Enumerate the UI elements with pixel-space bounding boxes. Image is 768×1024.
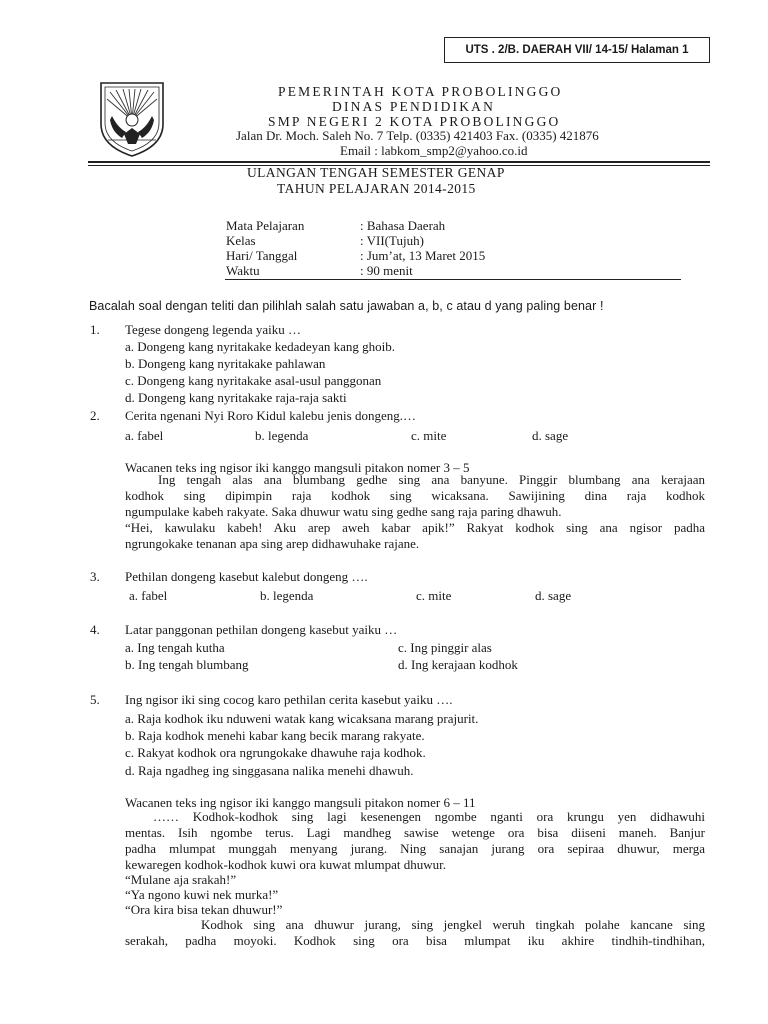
q5-option-b: b. Raja kodhok menehi kabar kang becik marang rakyate. bbox=[125, 728, 425, 743]
q3-option-d: d. sage bbox=[535, 588, 572, 603]
q3-option-b: b. legenda bbox=[260, 588, 314, 603]
passage2-line: padha mlumpat munggah menyang jurang. Ning sanajan jurang ora sepiraa dhuwur, merga bbox=[125, 841, 705, 856]
q3-number: 3. bbox=[90, 569, 100, 584]
q5-option-c: c. Rakyat kodhok ora ngrungokake dhawuhe raja kodhok. bbox=[125, 745, 426, 760]
page-code: UTS . 2/B. DAERAH VII/ 14-15/ Halaman 1 bbox=[465, 44, 689, 56]
info-label-time: Waktu bbox=[226, 263, 260, 278]
shield-emblem-icon bbox=[98, 80, 166, 158]
passage1-line: kodhok sing dipimpin raja kodhok sing wicaksana. Sawijining dina raja kodhok bbox=[125, 488, 705, 503]
passage1-line: ngumpulake kabeh rakyate. Saka dhuwur watu sing gedhe sang raja paring dhawuh. bbox=[125, 504, 562, 519]
q2-option-a: a. fabel bbox=[125, 428, 164, 443]
info-rule bbox=[225, 279, 681, 280]
q1-option-b: b. Dongeng kang nyritakake pahlawan bbox=[125, 356, 326, 371]
passage1-line: ngrungokake tenanan apa sing arep didhawuhake rajane. bbox=[125, 536, 420, 551]
passage2-line: mentas. Isih ngombe terus. Lagi mandheg sawise wetenge ora bisa diiseni maneh. Banjur bbox=[125, 825, 705, 840]
info-value-subject: : Bahasa Daerah bbox=[360, 218, 446, 233]
q4-option-b: b. Ing tengah blumbang bbox=[125, 657, 249, 672]
q2-text: Cerita ngenani Nyi Roro Kidul kalebu jenis dongeng.… bbox=[125, 408, 417, 423]
passage2-line: kewaregen kodhok-kodhok kuwi ora kuwat mlumpat dhuwur. bbox=[125, 857, 446, 872]
q3-option-a: a. fabel bbox=[129, 588, 168, 603]
school-logo bbox=[98, 80, 166, 158]
passage2-line: Kodhok sing ana dhuwur jurang, sing jengkel weruh tingkah polahe kancane sing bbox=[201, 917, 705, 932]
page-code-box bbox=[444, 37, 710, 63]
instruction: Bacalah soal dengan teliti dan pilihlah salah satu jawaban a, b, c atau d yang paling benar ! bbox=[89, 299, 604, 313]
q5-option-a: a. Raja kodhok iku nduweni watak kang wicaksana marang prajurit. bbox=[125, 711, 479, 726]
info-label-subject: Mata Pelajaran bbox=[226, 218, 305, 233]
q5-number: 5. bbox=[90, 692, 100, 707]
q1-option-d: d. Dongeng kang nyritakake raja-raja sakti bbox=[125, 390, 347, 405]
passage2-line: “Ora kira bisa tekan dhuwur!” bbox=[125, 902, 283, 917]
exam-year: TAHUN PELAJARAN 2014-2015 bbox=[277, 181, 476, 196]
passage2-line: serakah, padha moyoki. Kodhok sing ora bisa mlumpat iku akhire tindhih-tindhihan, bbox=[125, 933, 705, 948]
q1-option-a: a. Dongeng kang nyritakake kedadeyan kang ghoib. bbox=[125, 339, 396, 354]
q5-text: Ing ngisor iki sing cocog karo pethilan cerita kasebut yaiku …. bbox=[125, 692, 453, 707]
q1-option-c: c. Dongeng kang nyritakake asal-usul panggonan bbox=[125, 373, 382, 388]
q2-option-d: d. sage bbox=[532, 428, 569, 443]
header-dept: DINAS PENDIDIKAN bbox=[332, 99, 496, 114]
info-value-date: : Jum’at, 13 Maret 2015 bbox=[360, 248, 486, 263]
q4-option-d: d. Ing kerajaan kodhok bbox=[398, 657, 518, 672]
header-rule-thick bbox=[88, 161, 710, 163]
q3-text: Pethilan dongeng kasebut kalebut dongeng …. bbox=[125, 569, 368, 584]
passage1-line: Ing tengah alas ana blumbang gedhe sing ana banyune. Pinggir blumbang ana kerajaan bbox=[158, 472, 705, 487]
q1-text: Tegese dongeng legenda yaiku … bbox=[125, 322, 301, 337]
q3-option-c: c. mite bbox=[416, 588, 452, 603]
info-label-date: Hari/ Tanggal bbox=[226, 248, 298, 263]
q5-option-d: d. Raja ngadheg ing singgasana nalika menehi dhawuh. bbox=[125, 763, 414, 778]
q4-option-c: c. Ing pinggir alas bbox=[398, 640, 492, 655]
passage2-line: “Mulane aja srakah!” bbox=[125, 872, 237, 887]
q4-text: Latar panggonan pethilan dongeng kasebut yaiku … bbox=[125, 622, 398, 637]
header-gov: PEMERINTAH KOTA PROBOLINGGO bbox=[278, 84, 563, 99]
exam-title: ULANGAN TENGAH SEMESTER GENAP bbox=[247, 165, 505, 180]
q4-number: 4. bbox=[90, 622, 100, 637]
q2-number: 2. bbox=[90, 408, 100, 423]
q2-option-b: b. legenda bbox=[255, 428, 309, 443]
q2-option-c: c. mite bbox=[411, 428, 447, 443]
header-address: Jalan Dr. Moch. Saleh No. 7 Telp. (0335) 421403 Fax. (0335) 421876 bbox=[236, 128, 599, 143]
info-value-time: : 90 menit bbox=[360, 263, 413, 278]
passage2-line: …… Kodhok-kodhok sing lagi kesenengen ngombe nganti ora krungu yen didhawuhi bbox=[153, 809, 705, 824]
passage2-intro: Wacanen teks ing ngisor iki kanggo mangsuli pitakon nomer 6 – 11 bbox=[125, 795, 476, 810]
info-value-class: : VII(Tujuh) bbox=[360, 233, 424, 248]
info-label-class: Kelas bbox=[226, 233, 256, 248]
passage1-intro: Wacanen teks ing ngisor iki kanggo mangsuli pitakon nomer 3 – 5 bbox=[125, 460, 470, 475]
passage1-line: “Hei, kawulaku kabeh! Aku arep aweh kabar apik!” Rakyat kodhok sing ana ngisor padha bbox=[125, 520, 705, 535]
header-email: Email : labkom_smp2@yahoo.co.id bbox=[340, 143, 528, 158]
header-school: SMP NEGERI 2 KOTA PROBOLINGGO bbox=[268, 114, 561, 129]
q4-option-a: a. Ing tengah kutha bbox=[125, 640, 225, 655]
q1-number: 1. bbox=[90, 322, 100, 337]
passage2-line: “Ya ngono kuwi nek murka!” bbox=[125, 887, 279, 902]
